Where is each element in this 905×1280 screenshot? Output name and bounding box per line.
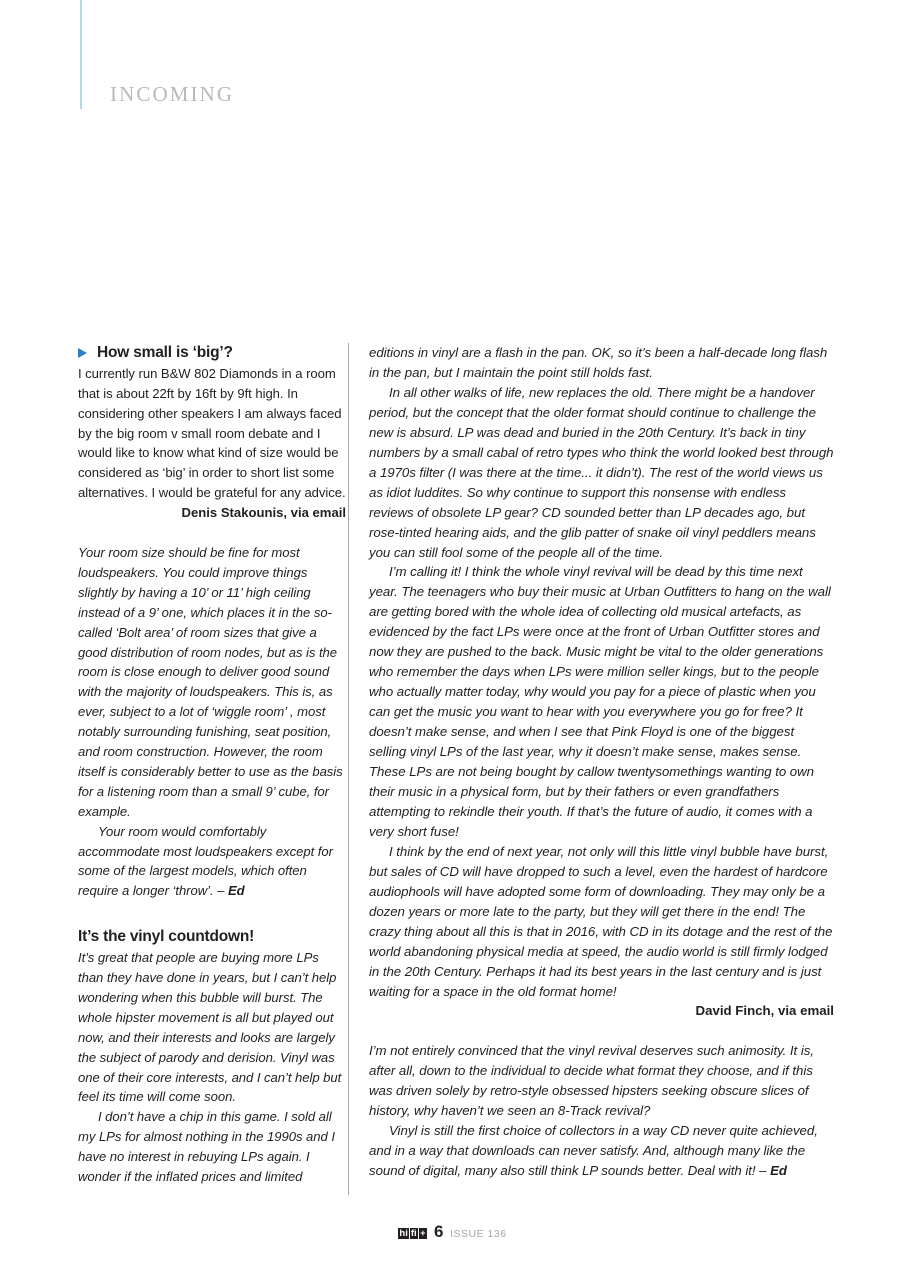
article-one-reply-paragraph-two-text: Your room would comfortably accommodate most loudspeakers except for some of the largest models, which often require a longer ‘throw’. –: [78, 823, 333, 899]
page-footer: [0, 1222, 905, 1242]
right-reply-paragraph-two: [369, 1121, 834, 1181]
article-two-heading: [78, 927, 346, 947]
masthead-accent-rule: [80, 0, 82, 109]
article-one-heading: [78, 343, 346, 363]
article-one-reply-paragraph-one: Your room size should be fine for most loudspeakers. You could improve things slightly by having a 10’ or 11’ high ceiling instead of a 9’ one, which places it in the so-called ‘Bolt area’ of room sizes that give a good distribution of room nodes, but as is the room is close enough to deliver good sound with the majority of loudspeakers. This is, as ever, subject to a lot of ‘wiggle room’ , most notably surrounding funishing, seat position, and room construction. However, the room itself is considerably better to use as the basis for a listening room than a small 9’ cube, for example.: [78, 544, 343, 819]
triangle-right-icon: [78, 348, 87, 358]
page-number: 6: [433, 1222, 444, 1241]
logo-hi-text: hi: [399, 1228, 408, 1239]
right-column: [369, 343, 834, 1181]
issue-label: ISSUE 136: [450, 1228, 507, 1240]
right-letter-paragraph-four: I think by the end of next year, not only will this little vinyl bubble have burst, but sales of CD will have dropped to such a level, even the hardest of hardcore audiophools will have adopted some form of downloading. They may only be a dozen years or more late to the party, but they will get there in the end! The crazy thing about all this is that in 2016, with CD in its dotage and the rest of the world abandoning physical media at speed, the audio world is still firmly lodged in the 20th Century. Perhaps it had its best years in the last century and is just waiting for a space in the old format home!: [369, 843, 833, 999]
logo-plus-icon: +: [420, 1228, 426, 1238]
right-letter-continuation: editions in vinyl are a flash in the pan. OK, so it’s been a half-decade long flash in the pan, but I maintain the point still holds fast.: [369, 345, 828, 380]
right-editor-signature: Ed: [770, 1163, 787, 1179]
article-one-reply-paragraph-two: [78, 822, 346, 902]
right-letter-signature: David Finch, via email: [695, 1003, 834, 1019]
article-one-letter-body: I currently run B&W 802 Diamonds in a room that is about 22ft by 16ft by 9ft high. In considering other speakers I am always faced by the big room v small room debate and I would like to know what kind of size would be considered as ‘big’ in order to short list some alternatives. I would be grateful for any advice.: [78, 365, 346, 501]
article-columns: [0, 343, 905, 1203]
left-column: [78, 343, 346, 1187]
right-letter-paragraph-two: In all other walks of life, new replaces the old. There might be a handover period, but the concept that the older format should continue to challenge the new is absurd. LP was dead and buried in the 20th Century. It’s back in tiny numbers by a small cabal of retro types who think the world looked best through a 1970s filter (I was there at the time... it didn’t). The rest of the world views us as idiot luddites. So why continue to support this nonsense with endless reviews of obsolete LP gear? CD sounded better than LP decades ago, but rose-tinted hearing aids, and the glib patter of snake oil vinyl peddlers means you can still fool some of the people all of the time.: [369, 384, 834, 560]
article-two-heading-text: It’s the vinyl countdown!: [78, 928, 255, 946]
article-two-letter-paragraph-two: I don’t have a chip in this game. I sold all my LPs for almost nothing in the 1990s and I have no interest in rebuying LPs again. I wonder if the inflated prices and limited: [78, 1109, 335, 1185]
hifiplus-logo: [398, 1228, 427, 1239]
right-letter-paragraph-three: I’m calling it! I think the whole vinyl revival will be dead by this time next year. The teenagers who buy their music at Urban Outfitters to hang on the wall are getting bored with the whole idea of collecting old musical artefacts, as evidenced by the fact LPs were once at the front of Urban Outfitter stores and now they are pushed to the back. Music might be vital to the older generations who remember the days when LPs were million seller kings, but to the people who actually matter today, why would you pay for a piece of plastic when you can get the music you want to hear with you everywhere you go for free? It doesn’t make sense, and when I see that Pink Floyd is one of the biggest selling vinyl LPs of the last year, why it doesn’t make sense, makes sense. These LPs are not being bought by callow twentysomethings wanting to own their music in a physical form, but by their fathers or even grandfathers attempting to rekindle their youth. If that’s the future of audio, it comes with a very short fuse!: [369, 564, 831, 839]
right-reply-paragraph-two-text: Vinyl is still the first choice of collectors in a way CD never quite achieved, and in a way that downloads can never satisfy. And, although many like the sound of digital, many also still think LP sounds better. Deal with it! –: [369, 1123, 818, 1179]
article-one-heading-text: How small is ‘big’?: [97, 344, 233, 361]
section-spacer: [78, 901, 346, 927]
logo-fi-text: fi: [410, 1228, 417, 1239]
right-reply-paragraph-one: I’m not entirely convinced that the vinyl revival deserves such animosity. It is, after all, down to the individual to decide what format they choose, and if this was driven solely by retro-style obsessed hipsters seeking obscure slices of history, why haven’t we seen an 8-Track revival?: [369, 1043, 814, 1119]
article-one-signature: Denis Stakounis, via email: [181, 505, 346, 521]
page-section-title: INCOMING: [110, 82, 235, 106]
article-two-letter-paragraph-one: It’s great that people are buying more LPs than they have done in years, but I can’t help wondering when this bubble will burst. The whole hipster movement is all but played out now, and their interests and looks are largely the subject of parody and derision. Vinyl was one of their core interests, and I can’t help but feel its time will come soon.: [78, 950, 342, 1105]
article-one-editor-signature: Ed: [227, 883, 245, 899]
